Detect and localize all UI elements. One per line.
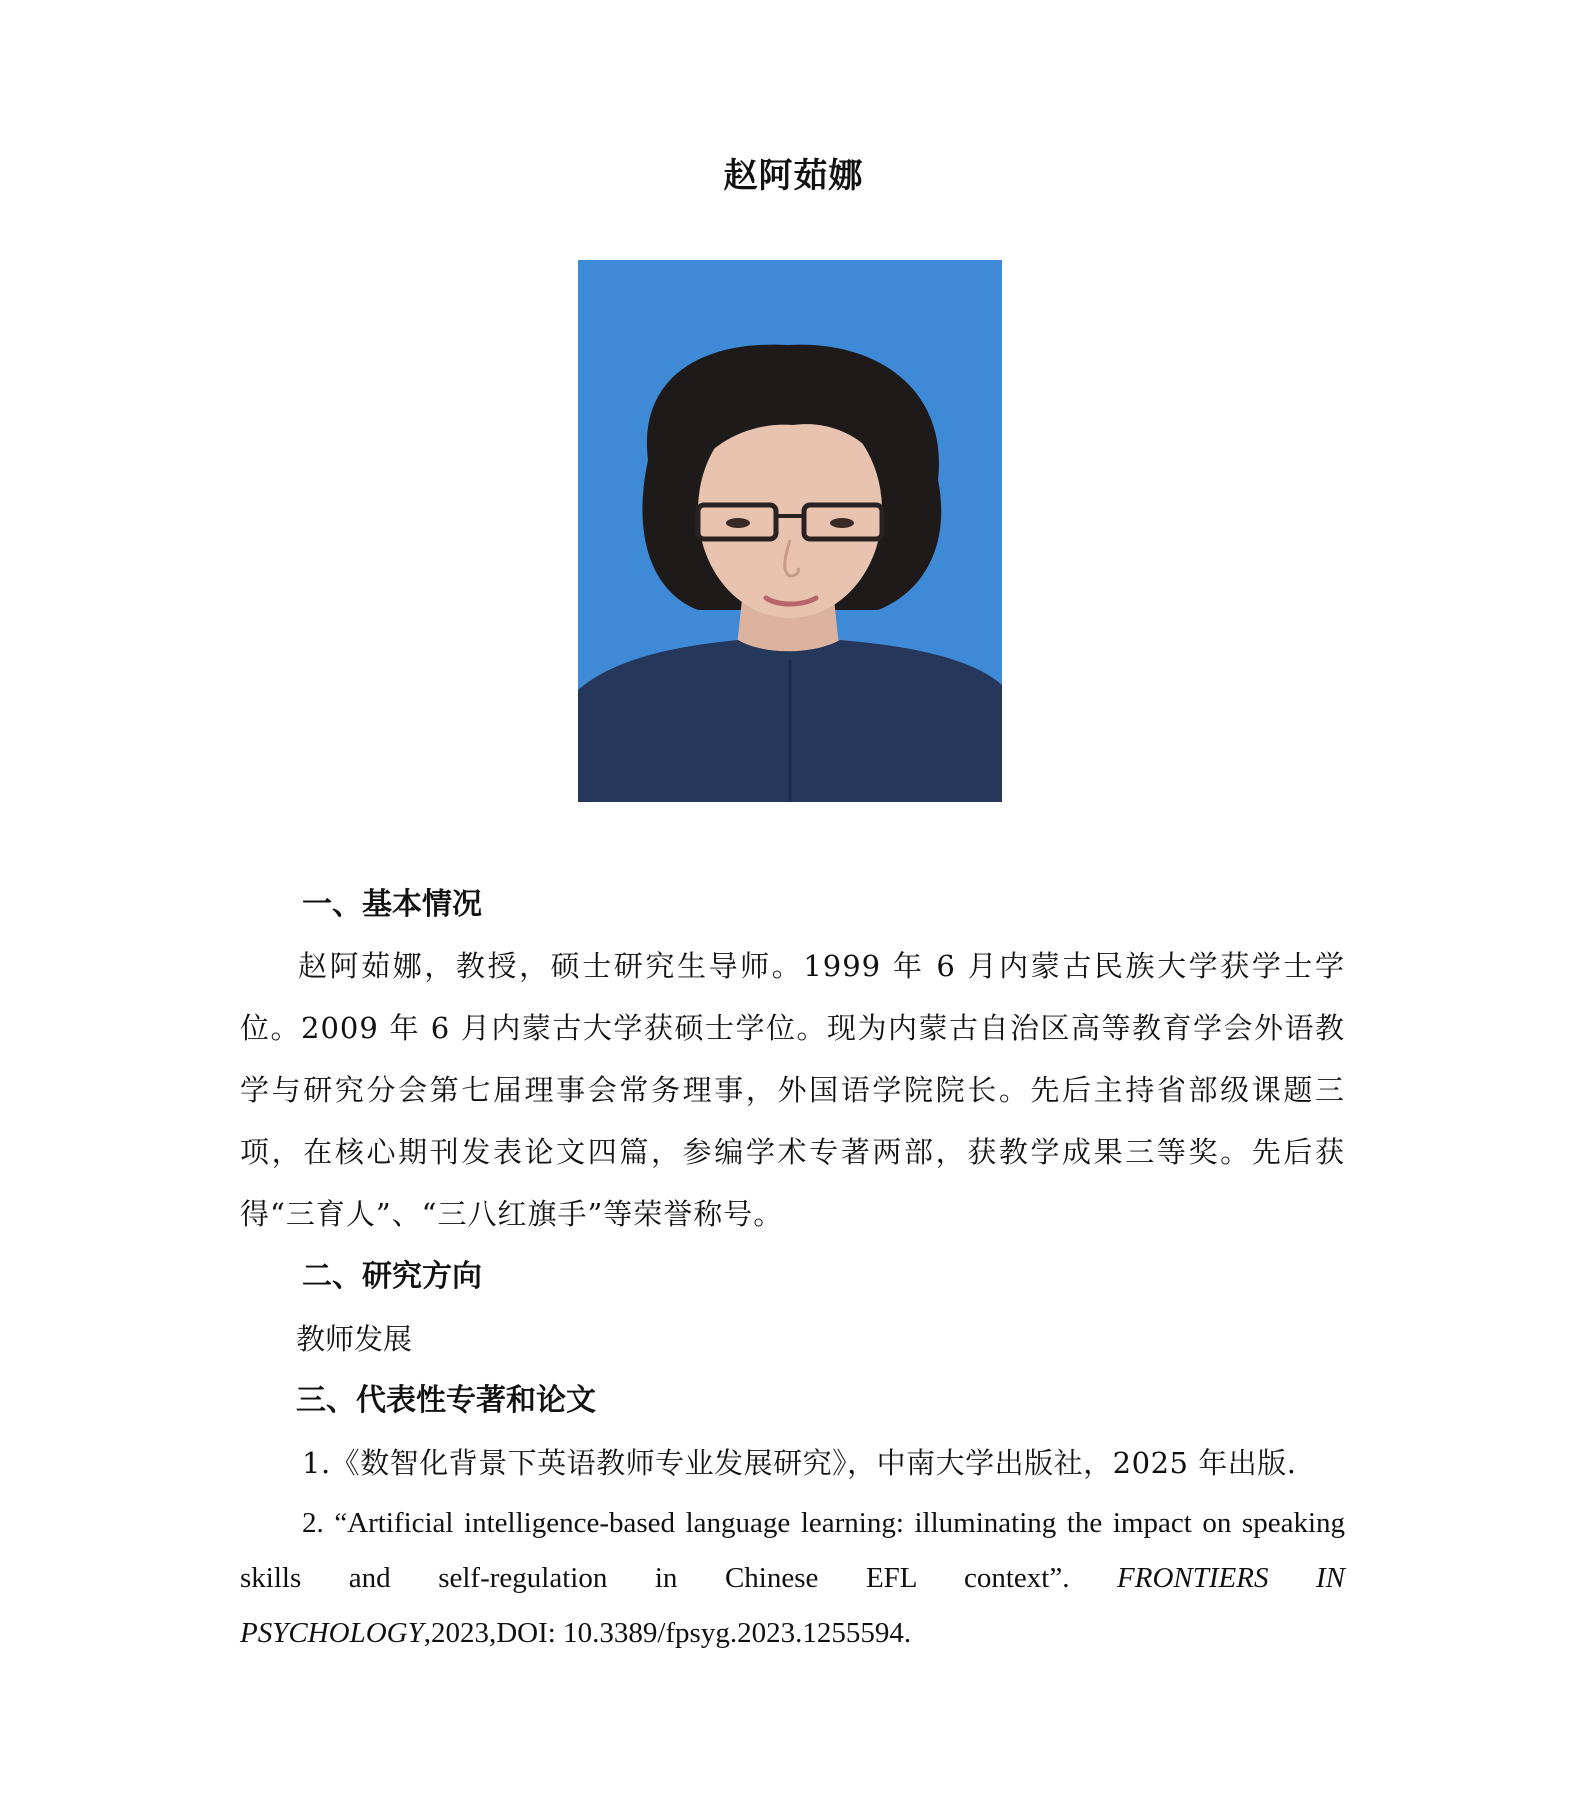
portrait-illustration [578,260,1002,802]
portrait-photo [578,260,1002,802]
publication-item-2 [240,1496,1345,1661]
page-title: 赵阿茹娜 [723,156,864,196]
section-heading-publications: 三、代表性专著和论文 [296,1383,596,1418]
basic-info-paragraph: 赵阿茹娜，教授，硕士研究生导师。1999 年 6 月内蒙古民族大学获学士学位。2009 年 6 月内蒙古大学获硕士学位。现为内蒙古自治区高等教育学会外语教学与研究分会第七届理事会常务理事，外国语学院院长。先后主持省部级课题三项，在核心期刊发表论文四篇，参编学术专著两部，获教学成果三等奖。先后获得“三育人”、“三八红旗手”等荣誉称号。 [240,949,1345,1231]
publication-item-1: 1.《数智化背景下英语教师专业发展研究》，中南大学出版社，2025 年出版. [302,1446,1297,1480]
section-research-body [240,1319,1345,1359]
publication-item-2-title: 2. “Artificial intelligence-based language learning: illuminating the impact on speaking skills and self-regulation in Chinese EFL context”. [240,1507,1345,1594]
section-heading-research: 二、研究方向 [302,1259,482,1294]
left-eye [726,518,750,528]
research-direction-text: 教师发展 [296,1322,413,1356]
section-basic [240,885,1345,925]
publication-item-1-wrap [240,1443,1345,1483]
section-publications [240,1381,1345,1421]
section-basic-body [240,935,1345,1245]
publication-item-2-doi: ,2023,DOI: 10.3389/fpsyg.2023.1255594. [423,1617,912,1649]
section-research [240,1257,1345,1297]
right-eye [830,518,854,528]
publication-item-2-journal: FRONTIERS IN PSYCHOLOGY [240,1562,1346,1649]
section-heading-basic: 一、基本情况 [302,887,482,922]
